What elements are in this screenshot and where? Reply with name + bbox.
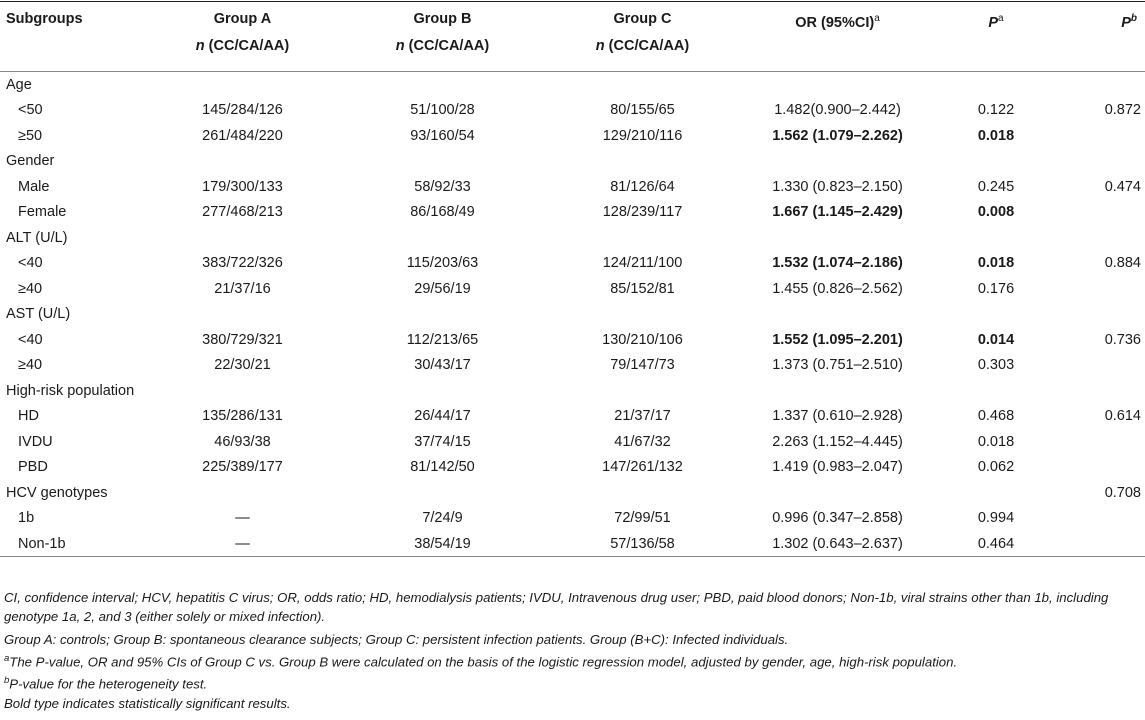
subgroup-label: Male [18,178,50,195]
table-row [0,505,1145,531]
header-group-c: Group C [613,11,672,27]
cell-group-c: 80/155/65 [610,102,675,119]
cell-group-c: 81/126/64 [610,178,675,195]
cell-odds-ratio: 2.263 (1.152–4.445) [772,433,903,450]
group-label: Gender [6,153,55,170]
group-label: Age [6,76,32,93]
cell-odds-ratio: 1.455 (0.826–2.562) [772,280,903,297]
empty-cell [150,480,335,506]
subgroup-label: PBD [18,459,48,476]
cell-group-b: 7/24/9 [422,510,463,527]
cell-group-c: 85/152/81 [610,280,675,297]
cell-p-heterogeneity: 0.736 [1104,331,1141,348]
empty-cell [550,148,735,174]
cell-p-value: 0.008 [977,204,1015,221]
empty-cell [940,71,1052,97]
empty-cell [335,378,550,404]
cell-group-b: 38/54/19 [335,531,550,557]
cell-p-heterogeneity [1052,199,1145,225]
empty-cell [150,225,335,251]
table-row [0,97,1145,123]
footnote-a: $^a$The P-value, OR and 95% CIs of Group C vs. Group B were calculated on the basis of the logistic regression model, adjusted by gender, age, high-risk population. [4,653,958,670]
cell-p-heterogeneity [1052,225,1145,251]
cell-group-a: 179/300/133 [202,178,283,195]
cell-p-heterogeneity: 0.614 [1104,408,1141,425]
cell-p-value: 0.994 [977,510,1015,527]
table-row [0,454,1145,480]
group-header-row [0,378,1145,404]
group-label: AST (U/L) [6,306,71,323]
footnote-bold: Bold type indicates statistically significant results. [4,695,291,711]
cell-group-b: 58/92/33 [414,178,471,195]
cell-group-a: 145/284/126 [202,102,283,119]
cell-group-c: 21/37/17 [614,408,671,425]
cell-odds-ratio: 1.302 (0.643–2.637) [735,531,940,557]
empty-cell [550,71,735,97]
empty-cell [735,480,940,506]
cell-p-value: 0.018 [977,433,1015,450]
header-group-a: Group A [213,11,272,27]
group-header-row [0,71,1145,97]
footnote-groups: Group A: controls; Group B: spontaneous clearance subjects; Group C: persistent infection patients. Group (B+C): Infected individuals. [4,632,789,647]
cell-group-b: 93/160/54 [410,127,475,144]
empty-cell [335,71,550,97]
cell-group-b: 29/56/19 [414,280,471,297]
cell-p-heterogeneity [1052,301,1145,327]
empty-cell [735,301,940,327]
empty-cell [940,225,1052,251]
empty-cell [335,480,550,506]
cell-p-value: 0.014 [977,331,1015,348]
cell-group-b: 112/213/65 [406,331,479,348]
empty-cell [735,71,940,97]
group-label: ALT (U/L) [6,229,68,246]
subgroup-label: ≥40 [18,357,43,374]
cell-odds-ratio: 1.532 (1.074–2.186) [772,255,903,272]
empty-cell [335,148,550,174]
cell-group-c: 72/99/51 [614,510,671,527]
cell-group-a: 277/468/213 [202,204,283,221]
footnote-abbreviations: CI, confidence interval; HCV, hepatitis C virus; OR, odds ratio; HD, hemodialysis patients; IVDU, Intravenous drug user; PBD, paid blood donors; Non-1b, viral strains other than 1b, including genotype 1a, 2, and 3 (either solely or mixed infection). [4,590,1109,624]
empty-cell [940,301,1052,327]
cell-odds-ratio: 1.330 (0.823–2.150) [772,178,903,195]
empty-cell [550,378,735,404]
subgroup-label: <50 [18,102,43,119]
cell-odds-ratio: 1.562 (1.079–2.262) [772,127,903,144]
cell-group-b: 81/142/50 [410,459,475,476]
cell-group-a: 22/30/21 [214,357,271,374]
empty-cell [940,148,1052,174]
cell-group-a: 383/722/326 [202,255,283,272]
cell-group-c: 124/211/100 [602,255,683,272]
cell-group-a: 380/729/321 [202,331,283,348]
cell-p-value: 0.303 [977,357,1015,374]
table-body [0,71,1145,557]
cell-group-c: 79/147/73 [610,357,675,374]
cell-p-heterogeneity [1052,123,1145,149]
empty-cell [150,71,335,97]
empty-cell [150,148,335,174]
cell-p-heterogeneity [1052,276,1145,302]
cell-odds-ratio: 1.667 (1.145–2.429) [772,204,903,221]
cell-group-c: 147/261/132 [602,459,683,476]
header-subgroups: Subgroups [6,11,83,27]
subgroup-label: Non-1b [0,531,150,557]
subgroup-label: ≥40 [18,280,43,297]
header-group-b: Group B [413,11,472,27]
empty-cell [335,301,550,327]
empty-cell [550,225,735,251]
cell-p-heterogeneity [1052,148,1145,174]
subgroup-label: <40 [18,255,43,272]
empty-cell [940,480,1052,506]
table-row [0,174,1145,200]
cell-p-heterogeneity [1052,71,1145,97]
subgroup-analysis-table [0,3,1145,557]
cell-p-value: 0.468 [977,408,1015,425]
subgroup-label: 1b [18,510,35,527]
cell-odds-ratio: 1.552 (1.095–2.201) [772,331,903,348]
cell-p-heterogeneity [1052,531,1145,557]
header-p: $P^a$ [988,13,1004,31]
empty-cell [550,301,735,327]
empty-cell [335,225,550,251]
cell-group-b: 30/43/17 [414,357,471,374]
empty-cell [550,480,735,506]
subgroup-label: ≥50 [18,127,43,144]
group-header-row [0,301,1145,327]
cell-group-a: 135/286/131 [202,408,283,425]
header-group-c-n: n (CC/CA/AA) [550,35,735,72]
table-top-rule [0,1,1145,2]
cell-group-c: 129/210/116 [602,127,683,144]
cell-odds-ratio: 1.373 (0.751–2.510) [772,357,903,374]
cell-group-b: 51/100/28 [410,102,475,119]
group-header-row [0,225,1145,251]
cell-group-b: 86/168/49 [410,204,475,221]
table-row [0,199,1145,225]
header-group-a-n: n (CC/CA/AA) [150,35,335,72]
cell-odds-ratio: 1.337 (0.610–2.928) [772,408,903,425]
cell-p-heterogeneity: 0.708 [1104,484,1141,501]
subgroup-label: IVDU [18,433,53,450]
cell-group-c: 128/239/117 [602,204,683,221]
group-header-row [0,480,1145,506]
table-row [0,123,1145,149]
empty-cell [150,301,335,327]
cell-odds-ratio: 1.482(0.900–2.442) [774,102,901,119]
cell-group-a: 225/389/177 [202,459,283,476]
cell-p-heterogeneity: 0.884 [1104,255,1141,272]
cell-p-value: 0.464 [940,531,1052,557]
cell-p-value: 0.062 [977,459,1015,476]
empty-cell [735,225,940,251]
empty-cell [940,378,1052,404]
header-group-b-n: n (CC/CA/AA) [335,35,550,72]
cell-p-heterogeneity [1052,352,1145,378]
subgroup-label: <40 [18,331,43,348]
table-row [0,531,1145,557]
cell-group-a: — [150,531,335,557]
cell-group-c: 57/136/58 [550,531,735,557]
table-row [0,250,1145,276]
empty-cell [150,378,335,404]
cell-group-b: 26/44/17 [414,408,471,425]
header-p-heterogeneity: $P^b$ [1121,13,1137,31]
cell-p-heterogeneity [1052,378,1145,404]
table-row [0,352,1145,378]
cell-p-value: 0.245 [977,178,1015,195]
cell-p-heterogeneity: 0.474 [1104,178,1141,195]
footnote-b: $^b$P-value for the heterogeneity test. [4,675,208,692]
cell-group-a: — [235,510,250,527]
cell-p-value: 0.018 [977,127,1015,144]
empty-cell [735,148,940,174]
subgroup-label: HD [18,408,39,425]
cell-odds-ratio: 1.419 (0.983–2.047) [772,459,903,476]
cell-p-heterogeneity [1052,505,1145,531]
cell-p-value: 0.176 [977,280,1015,297]
cell-p-heterogeneity [1052,454,1145,480]
cell-p-value: 0.018 [977,255,1015,272]
cell-group-a: 261/484/220 [202,127,283,144]
table-row [0,403,1145,429]
cell-group-b: 37/74/15 [414,433,471,450]
table-row [0,276,1145,302]
cell-group-c: 41/67/32 [614,433,671,450]
cell-p-heterogeneity [1052,429,1145,455]
table-footnotes [4,588,1139,713]
cell-group-c: 130/210/106 [602,331,683,348]
group-label: HCV genotypes [6,484,108,501]
cell-group-a: 21/37/16 [214,280,271,297]
cell-group-b: 115/203/63 [406,255,479,272]
table-row [0,327,1145,353]
header-or: OR $(95\%CI)^a$ [795,13,880,31]
cell-group-a: 46/93/38 [214,433,271,450]
subgroup-label: Female [18,204,67,221]
group-label: High-risk population [6,382,135,399]
group-header-row [0,148,1145,174]
cell-p-heterogeneity: 0.872 [1104,102,1141,119]
table-row [0,429,1145,455]
cell-odds-ratio: 0.996 (0.347–2.858) [772,510,903,527]
cell-p-value: 0.122 [977,102,1015,119]
empty-cell [735,378,940,404]
